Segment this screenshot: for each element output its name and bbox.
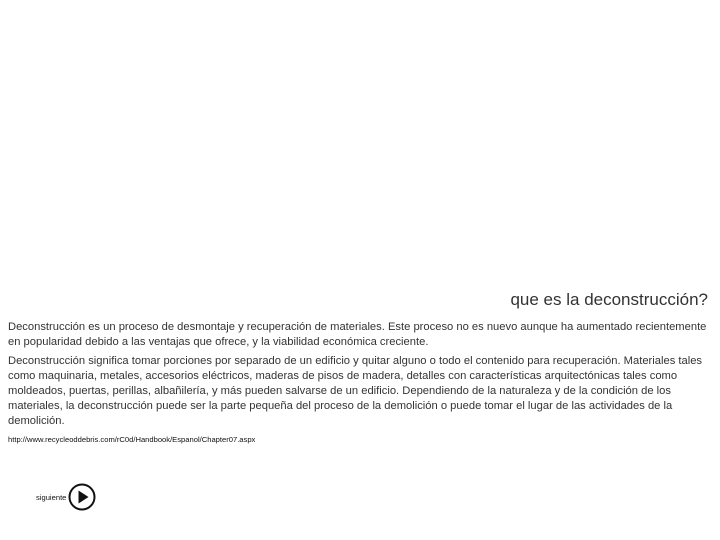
slide-body <box>8 320 708 433</box>
next-label: siguiente <box>36 492 67 502</box>
slide-title: que es la deconstrucción? <box>510 290 708 309</box>
play-circle-icon[interactable] <box>68 483 96 511</box>
paragraph-meaning: Deconstrucción significa tomar porciones por separado de un edificio y quitar alguno o todo el contenido para recuperación. Materiales tales como maquinaria, metales, accesorios eléctricos, maderas de pisos de madera, detalles con características arquitectónicas tales como moldeados, puertas, perillas, albañilería, y más pueden salvarse de un edificio. Dependiendo de la naturaleza y de la condición de los materiales, la deconstrucción puede ser la parte pequeña del proceso de la demolición o puede tomar el lugar de las actividades de la demolición. <box>8 355 703 427</box>
next-button[interactable] <box>36 483 96 511</box>
paragraph-definition: Deconstrucción es un proceso de desmontaje y recuperación de materiales. Este proceso no es nuevo aunque ha aumentado recientemente en popularidad debido a las ventajas que ofrece, y la viabilidad económica creciente. <box>8 321 707 348</box>
source-link[interactable]: http://www.recycleoddebris.com/rC0d/Handbook/Espanol/Chapter07.aspx <box>8 435 256 444</box>
